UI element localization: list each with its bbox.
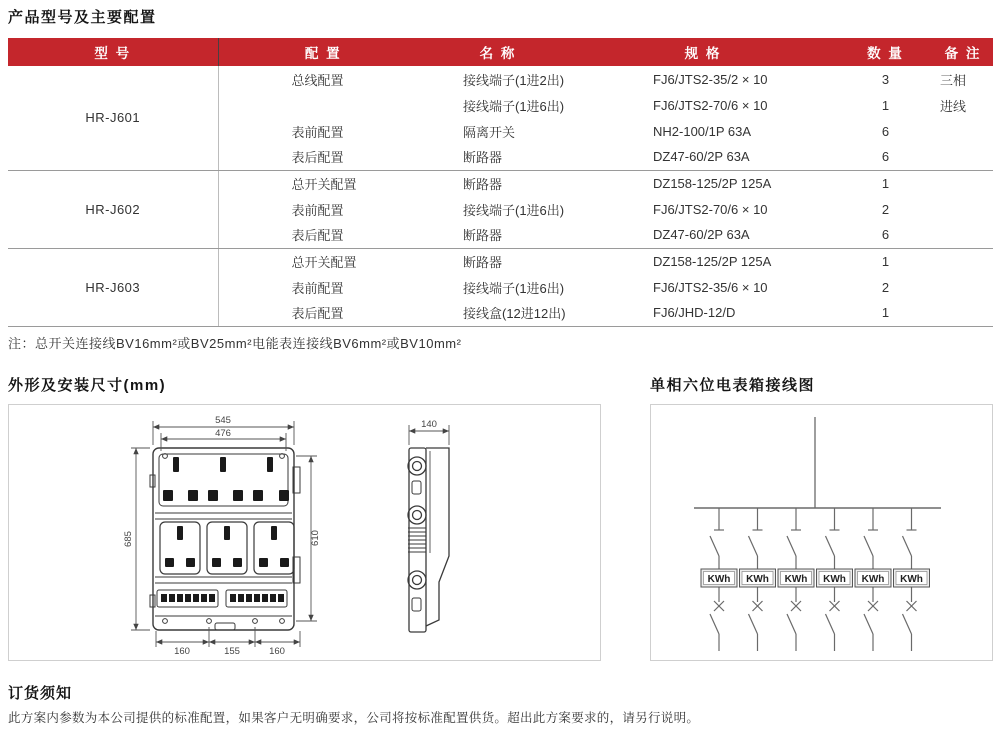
name-cell: 隔离开关 [428, 118, 568, 144]
dimensions-panel [8, 404, 601, 661]
name-cell: 接线端子(1进6出) [428, 274, 568, 300]
qty-cell: 1 [838, 92, 933, 118]
qty-cell: 6 [838, 118, 933, 144]
dim-610-label: 610 [310, 530, 321, 546]
note-cell [933, 300, 993, 326]
kwh-label: KWh [746, 574, 769, 585]
note-cell [933, 144, 993, 170]
qty-cell: 1 [838, 248, 933, 274]
note-cell [933, 196, 993, 222]
spec-cell: DZ158-125/2P 125A [568, 248, 838, 274]
config-cell: 表后配置 [218, 144, 428, 170]
header-spec: 规 格 [568, 38, 838, 66]
dim-545-label: 545 [215, 415, 231, 426]
name-cell: 接线端子(1进2出) [428, 66, 568, 92]
name-cell: 断路器 [428, 170, 568, 196]
qty-cell: 3 [838, 66, 933, 92]
note-cell [933, 170, 993, 196]
note-cell [933, 222, 993, 248]
ordering-text: 此方案内参数为本公司提供的标准配置，如果客户无明确要求，公司将按标准配置供货。超出此方案要求的，请另行说明。 [8, 711, 700, 725]
config-cell: 表前配置 [218, 118, 428, 144]
kwh-label: KWh [900, 574, 923, 585]
config-cell [218, 92, 428, 118]
name-cell: 接线端子(1进6出) [428, 92, 568, 118]
header-model: 型 号 [8, 38, 218, 66]
config-cell: 表后配置 [218, 222, 428, 248]
dim-160b-label: 160 [269, 646, 285, 657]
kwh-label: KWh [784, 574, 808, 585]
note-cell: 进线 [933, 92, 993, 118]
qty-cell: 1 [838, 170, 933, 196]
note-cell [933, 274, 993, 300]
spec-cell: FJ6/JTS2-70/6 × 10 [568, 196, 838, 222]
config-cell: 总线配置 [218, 66, 428, 92]
table-footnote: 注：总开关连接线BV16mm²或BV25mm²电能表连接线BV6mm²或BV10mm² [8, 336, 462, 351]
wiring-panel [650, 404, 993, 661]
config-cell: 总开关配置 [218, 170, 428, 196]
spec-cell: FJ6/JHD-12/D [568, 300, 838, 326]
spec-cell: DZ158-125/2P 125A [568, 170, 838, 196]
wiring-section-title: 单相六位电表箱接线图 [650, 377, 816, 394]
config-cell: 表前配置 [218, 274, 428, 300]
header-qty: 数 量 [838, 38, 933, 66]
qty-cell: 2 [838, 274, 933, 300]
kwh-label: KWh [707, 574, 731, 585]
spec-cell: FJ6/JTS2-70/6 × 10 [568, 92, 838, 118]
qty-cell: 6 [838, 144, 933, 170]
dim-155-label: 155 [224, 646, 240, 657]
side-view [408, 448, 449, 632]
name-cell: 接线盒(12进12出) [428, 300, 568, 326]
name-cell: 断路器 [428, 222, 568, 248]
table-header [8, 38, 993, 66]
spec-cell: FJ6/JTS2-35/6 × 10 [568, 274, 838, 300]
dim-140-label: 140 [421, 419, 437, 430]
qty-cell: 2 [838, 196, 933, 222]
dimensions-section-title: 外形及安装尺寸(mm) [8, 377, 167, 394]
config-cell: 表前配置 [218, 196, 428, 222]
note-cell: 三相 [933, 66, 993, 92]
note-cell [933, 248, 993, 274]
dim-685-label: 685 [123, 531, 134, 547]
spec-cell: DZ47-60/2P 63A [568, 222, 838, 248]
header-name: 名 称 [428, 38, 568, 66]
qty-cell: 1 [838, 300, 933, 326]
front-view-slots [161, 457, 289, 602]
model-cell: HR-J602 [8, 170, 218, 248]
wiring-bus [694, 417, 941, 508]
table-row [8, 248, 993, 274]
dim-476-label: 476 [215, 428, 231, 439]
table-row [8, 66, 993, 92]
spec-cell: DZ47-60/2P 63A [568, 144, 838, 170]
ordering-title: 订货须知 [8, 685, 73, 702]
spec-cell: NH2-100/1P 63A [568, 118, 838, 144]
wiring-diagram [651, 405, 992, 660]
dimension-drawing [9, 405, 600, 660]
dim-160a-label: 160 [174, 646, 190, 657]
config-cell: 表后配置 [218, 300, 428, 326]
kwh-meters [701, 569, 930, 587]
header-config: 配 置 [218, 38, 428, 66]
qty-cell: 6 [838, 222, 933, 248]
header-note: 备 注 [933, 38, 993, 66]
header-row [8, 38, 993, 66]
kwh-label: KWh [823, 574, 846, 585]
name-cell: 断路器 [428, 248, 568, 274]
name-cell: 接线端子(1进6出) [428, 196, 568, 222]
model-cell: HR-J601 [8, 66, 218, 170]
page-title: 产品型号及主要配置 [8, 9, 157, 26]
spec-cell: FJ6/JTS2-35/2 × 10 [568, 66, 838, 92]
configuration-table [8, 38, 993, 327]
note-cell [933, 118, 993, 144]
kwh-label: KWh [861, 574, 885, 585]
config-cell: 总开关配置 [218, 248, 428, 274]
model-cell: HR-J603 [8, 248, 218, 326]
table-row [8, 170, 993, 196]
name-cell: 断路器 [428, 144, 568, 170]
